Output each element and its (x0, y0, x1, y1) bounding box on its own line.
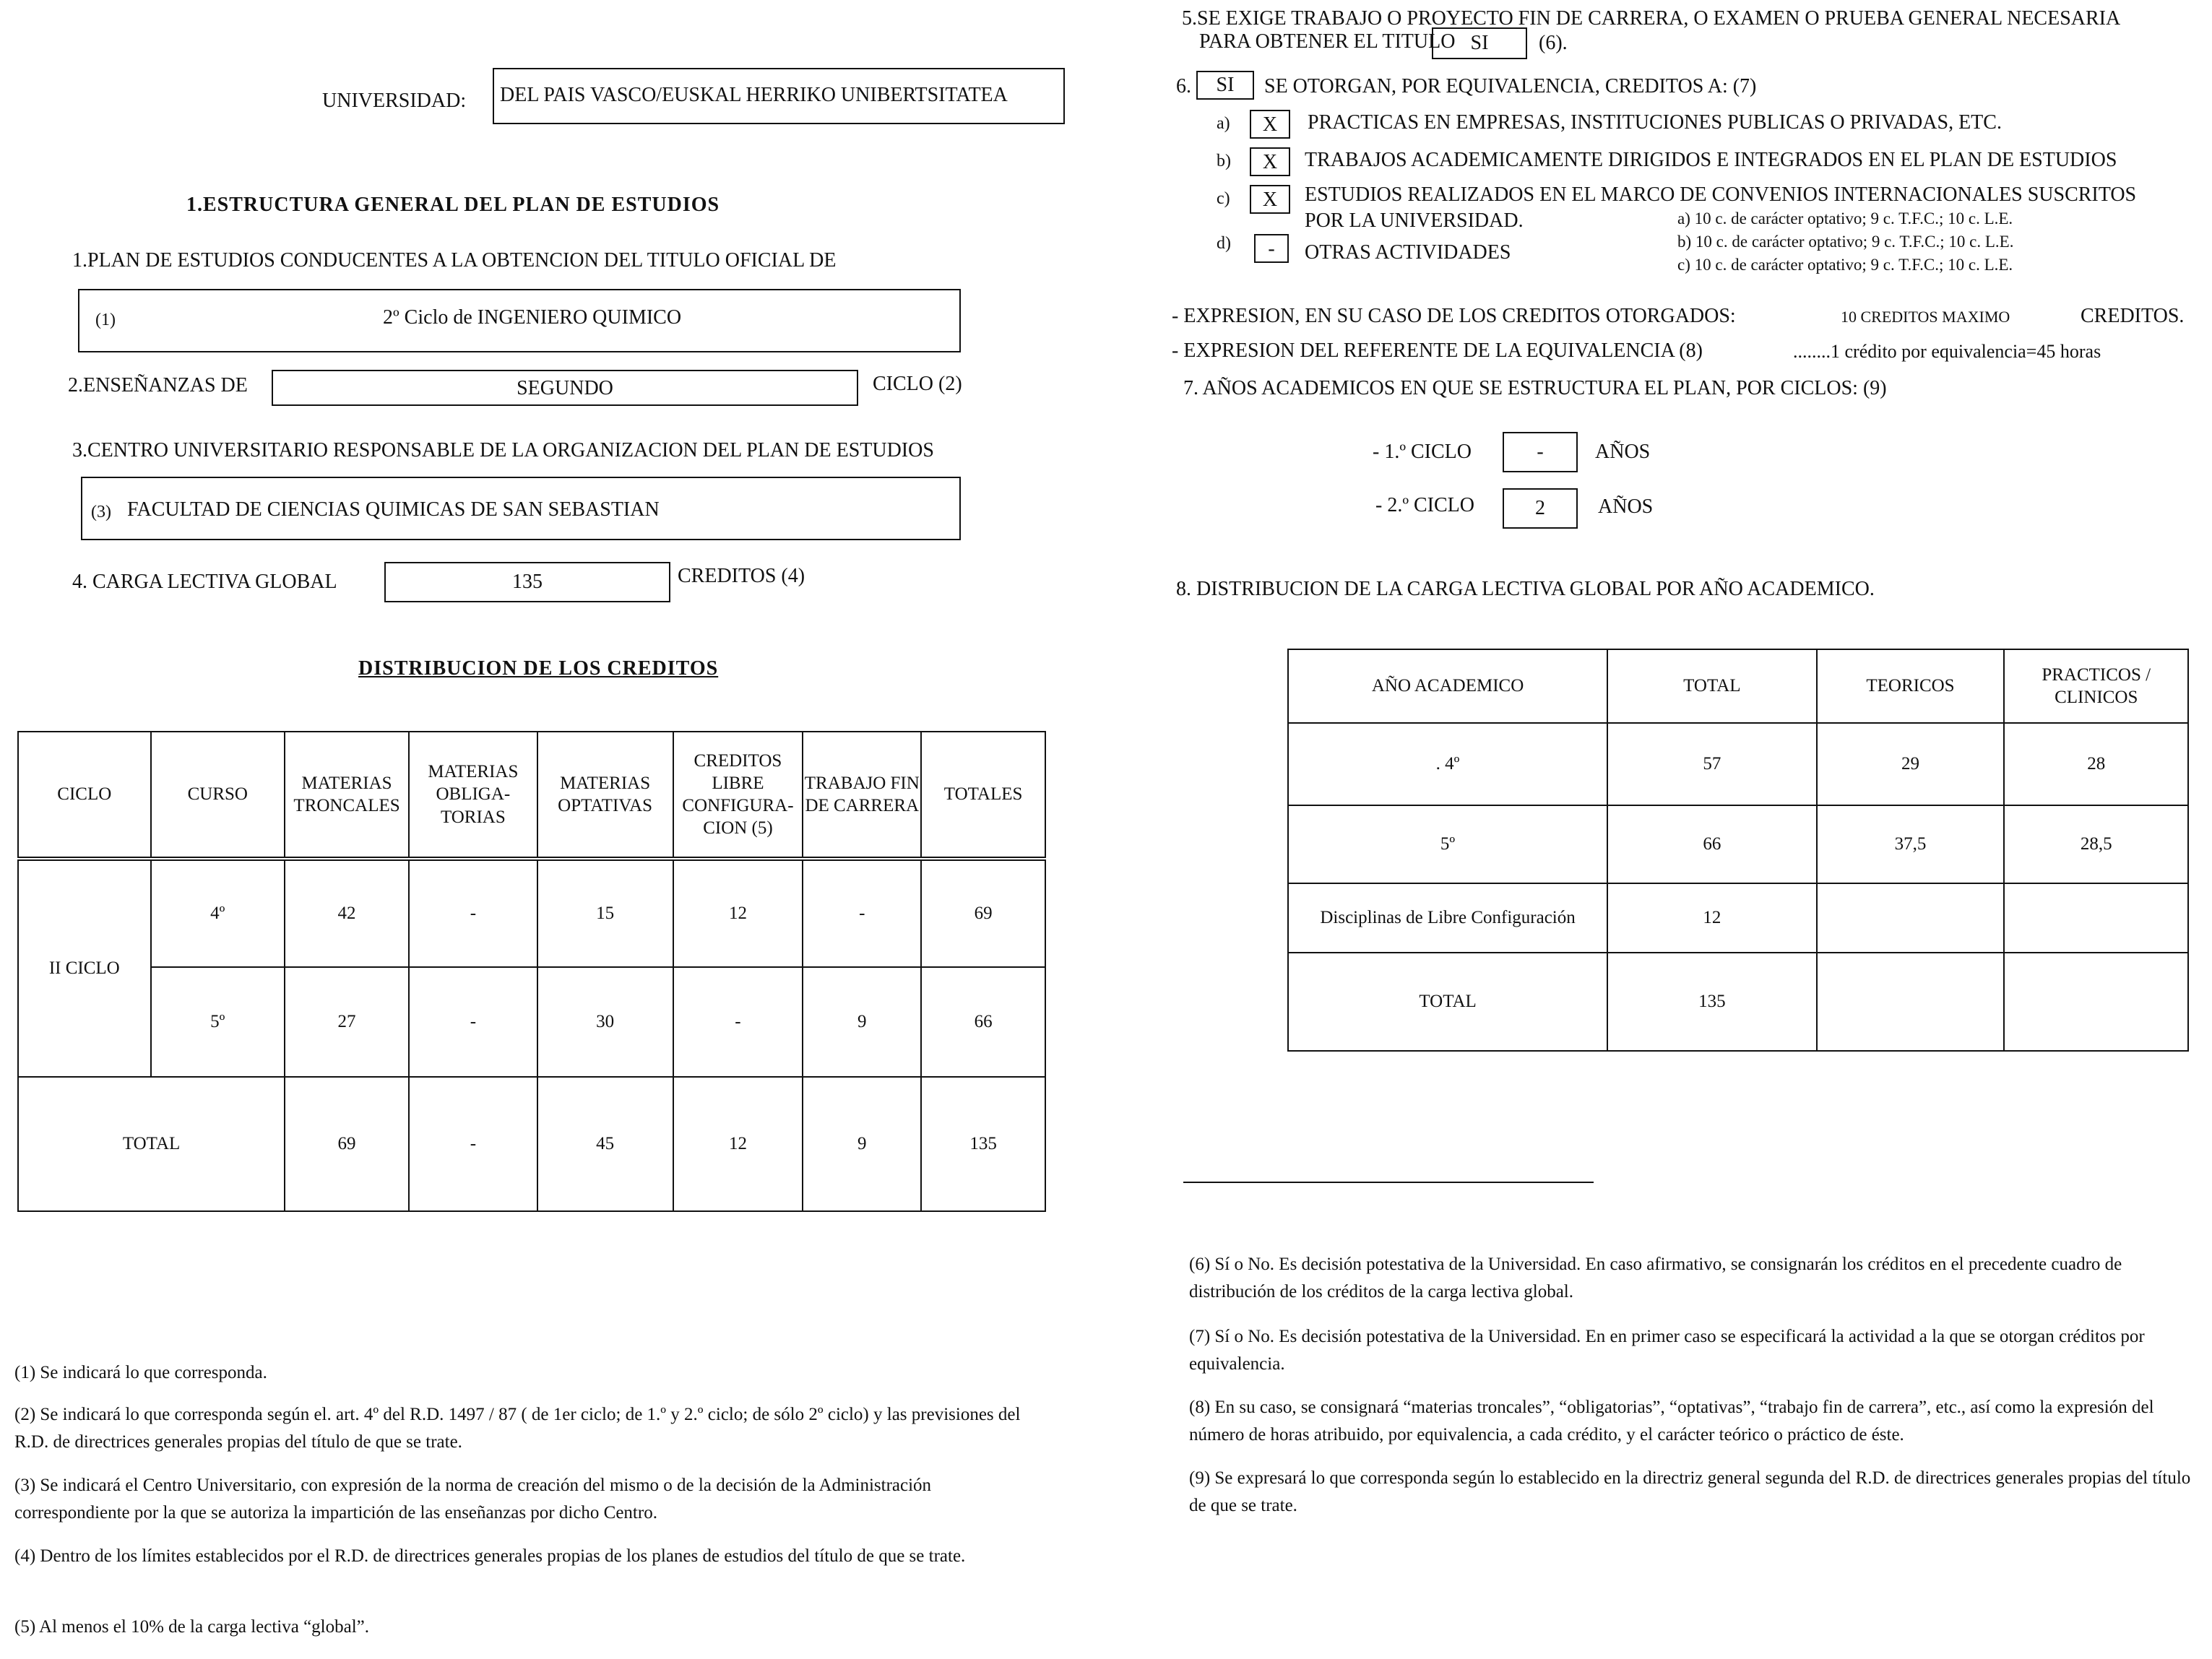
credits-table (17, 731, 1046, 1212)
item5-ref: (6). (1539, 32, 1568, 54)
item1-value: 2º Ciclo de INGENIERO QUIMICO (383, 306, 682, 329)
table-cell: 29 (1817, 723, 2005, 805)
option-a-mark: X (1262, 113, 1278, 136)
table-cell: 66 (1607, 805, 1816, 883)
universidad-value: DEL PAIS VASCO/EUSKAL HERRIKO UNIBERTSITATEA (500, 84, 1008, 106)
table-cell: 12 (1607, 883, 1816, 953)
table-cell (1817, 883, 2005, 953)
ciclo1-label: - 1.º CICLO (1373, 441, 1472, 463)
credits-header-row (18, 732, 1045, 859)
table-cell: 66 (921, 967, 1045, 1077)
item3-label: 3.CENTRO UNIVERSITARIO RESPONSABLE DE LA ORGANIZACION DEL PLAN DE ESTUDIOS (72, 439, 934, 462)
item5-value: SI (1470, 32, 1489, 54)
header-optativas: MATERIAS OPTATIVAS (537, 732, 673, 859)
header-ano: AÑO ACADEMICO (1288, 649, 1607, 723)
footnote-6: (6) Sí o No. Es decisión potestativa de la Universidad. En caso afirmativo, se consignarán los créditos en el precedente cuadro de distribución de los créditos de la carga lectiva global. (1189, 1255, 2122, 1301)
header-curso: CURSO (151, 732, 285, 859)
header-obligatorias: MATERIAS OBLIGA-TORIAS (409, 732, 537, 859)
table-cell: 12 (673, 1077, 803, 1211)
ciclo2-label: - 2.º CICLO (1375, 494, 1475, 516)
item8-label: 8. DISTRIBUCION DE LA CARGA LECTIVA GLOBAL POR AÑO ACADEMICO. (1176, 578, 1875, 600)
universidad-label: UNIVERSIDAD: (322, 90, 467, 112)
footnote-3: (3) Se indicará el Centro Universitario, con expresión de la norma de creación del mismo o de la decisión de la Administración correspondiente por la que se autoriza la impartición de las enseñanzas por dicho Centro. (14, 1476, 932, 1522)
ciclo1-anos: AÑOS (1595, 441, 1651, 463)
expr1-value: 10 CREDITOS MAXIMO (1841, 308, 2010, 326)
table-cell: 15 (537, 859, 673, 967)
option-c-mark: X (1262, 189, 1278, 211)
total-row (1288, 953, 2188, 1051)
option-d-mark: - (1268, 238, 1275, 260)
footnote-divider (1183, 1182, 1594, 1183)
ciclo1-field (1503, 432, 1578, 472)
header-troncales: MATERIAS TRONCALES (285, 732, 409, 859)
expr2-value: ........1 crédito por equivalencia=45 horas (1793, 341, 2101, 362)
table-row (1288, 723, 2188, 805)
item2-suffix: CICLO (2) (873, 373, 962, 395)
ciclo2-value: 2 (1535, 497, 1545, 519)
table-cell: 45 (537, 1077, 673, 1211)
expr1-label: - EXPRESION, EN SU CASO DE LOS CREDITOS OTORGADOS: (1172, 305, 1736, 327)
table-cell: - (409, 967, 537, 1077)
option-a-text: PRACTICAS EN EMPRESAS, INSTITUCIONES PUBLICAS O PRIVADAS, ETC. (1308, 111, 2002, 134)
option-d-checkbox[interactable] (1254, 234, 1289, 263)
footnote-9: (9) Se expresará lo que corresponda según lo establecido en la directriz general segunda del R.D. de directrices generales propias del título de que se trate. (1189, 1468, 2191, 1515)
item6-value: SI (1216, 74, 1235, 96)
ciclo1-value: - (1537, 441, 1544, 463)
table-cell: - (409, 1077, 537, 1211)
item3-field (81, 477, 961, 540)
table-row (1288, 805, 2188, 883)
table-row (18, 967, 1045, 1077)
total-label: TOTAL (18, 1077, 285, 1211)
header-libre: CREDITOS LIBRE CONFIGURA-CION (5) (673, 732, 803, 859)
item6-label: SE OTORGAN, POR EQUIVALENCIA, CREDITOS A: (7) (1264, 75, 1757, 98)
expr1-suffix: CREDITOS. (2081, 305, 2185, 327)
item2-field (272, 370, 858, 406)
footnote-7: (7) Sí o No. Es decisión potestativa de la Universidad. En en primer caso se especificará la actividad a la que se otorgan créditos por equivalencia. (1189, 1327, 2145, 1374)
item2-label: 2.ENSEÑANZAS DE (68, 374, 248, 397)
year-table (1287, 649, 2189, 1052)
item4-field (384, 562, 670, 602)
option-c-checkbox[interactable] (1250, 185, 1290, 214)
table-cell: . 4º (1288, 723, 1607, 805)
table-cell: 4º (151, 859, 285, 967)
table-cell: 30 (537, 967, 673, 1077)
table-cell (1817, 953, 2005, 1051)
item6-prefix: 6. (1176, 75, 1191, 98)
table-cell: 9 (803, 967, 921, 1077)
footnote-5: (5) Al menos el 10% de la carga lectiva “global”. (14, 1617, 370, 1637)
table-cell: Disciplinas de Libre Configuración (1288, 883, 1607, 953)
table-cell: 69 (921, 859, 1045, 967)
table-cell: 37,5 (1817, 805, 2005, 883)
footnote-2: (2) Se indicará lo que corresponda según el. art. 4º del R.D. 1497 / 87 ( de 1er ciclo; de 1.º y 2.º ciclo; de sólo 2º ciclo) y las previsiones del R.D. de directrices generales propias del título de que se trate. (14, 1405, 1021, 1452)
header-teoricos: TEORICOS (1817, 649, 2005, 723)
table-cell: 5º (151, 967, 285, 1077)
footnote-1: (1) Se indicará lo que corresponda. (14, 1363, 267, 1382)
table-cell: - (803, 859, 921, 967)
item5-field (1432, 27, 1527, 59)
table-cell: TOTAL (1288, 953, 1607, 1051)
ciclo-cell: II CICLO (18, 859, 151, 1077)
option-a-checkbox[interactable] (1250, 110, 1290, 139)
header-totales: TOTALES (921, 732, 1045, 859)
header-practicos: PRACTICOS / CLINICOS (2004, 649, 2188, 723)
item6-field (1196, 71, 1254, 100)
item7-label: 7. AÑOS ACADEMICOS EN QUE SE ESTRUCTURA EL PLAN, POR CICLOS: (9) (1183, 377, 1887, 399)
item3-value: FACULTAD DE CIENCIAS QUIMICAS DE SAN SEBASTIAN (127, 498, 660, 521)
option-b-letter: b) (1217, 152, 1231, 170)
total-row (18, 1077, 1045, 1211)
table-cell: 12 (673, 859, 803, 967)
item3-ref: (3) (91, 503, 111, 521)
header-trabajo: TRABAJO FIN DE CARRERA (803, 732, 921, 859)
header-total: TOTAL (1607, 649, 1816, 723)
table-cell: 135 (921, 1077, 1045, 1211)
table-cell: 69 (285, 1077, 409, 1211)
year-header-row (1288, 649, 2188, 723)
option-note-b: b) 10 c. de carácter optativo; 9 c. T.F.C.; 10 c. L.E. (1677, 233, 2014, 251)
table-cell: 9 (803, 1077, 921, 1211)
item1-field (78, 289, 961, 352)
table-cell (2004, 883, 2188, 953)
item2-value: SEGUNDO (517, 377, 613, 399)
option-c-text: ESTUDIOS REALIZADOS EN EL MARCO DE CONVENIOS INTERNACIONALES SUSCRITOS (1305, 183, 2137, 206)
option-d-text: OTRAS ACTIVIDADES (1305, 241, 1511, 264)
header-ciclo: CICLO (18, 732, 151, 859)
table-cell: 28,5 (2004, 805, 2188, 883)
item4-suffix: CREDITOS (4) (678, 565, 805, 587)
footnote-4: (4) Dentro de los límites establecidos por el R.D. de directrices generales propias de los planes de estudios del título de que se trate. (14, 1546, 966, 1566)
expr2-label: - EXPRESION DEL REFERENTE DE LA EQUIVALENCIA (8) (1172, 339, 1703, 362)
table-cell: - (409, 859, 537, 967)
table-cell: 27 (285, 967, 409, 1077)
option-b-text: TRABAJOS ACADEMICAMENTE DIRIGIDOS E INTEGRADOS EN EL PLAN DE ESTUDIOS (1305, 149, 2117, 171)
table-cell: - (673, 967, 803, 1077)
item1-ref: (1) (95, 311, 116, 329)
ciclo2-anos: AÑOS (1598, 495, 1654, 518)
item1-label: 1.PLAN DE ESTUDIOS CONDUCENTES A LA OBTENCION DEL TITULO OFICIAL DE (72, 249, 837, 272)
table-row (1288, 883, 2188, 953)
table-cell: 28 (2004, 723, 2188, 805)
item5-line1: 5.SE EXIGE TRABAJO O PROYECTO FIN DE CARRERA, O EXAMEN O PRUEBA GENERAL NECESARIA (1182, 7, 2121, 30)
option-b-mark: X (1262, 151, 1278, 173)
table-cell: 5º (1288, 805, 1607, 883)
item4-label: 4. CARGA LECTIVA GLOBAL (72, 571, 337, 593)
ciclo2-field (1503, 488, 1578, 529)
item4-value: 135 (512, 571, 543, 593)
option-a-letter: a) (1217, 114, 1230, 133)
option-note-c: c) 10 c. de carácter optativo; 9 c. T.F.C.; 10 c. L.E. (1677, 256, 2013, 274)
item5-line2: PARA OBTENER EL TITULO (1199, 30, 1456, 53)
table-cell (2004, 953, 2188, 1051)
table-cell: 42 (285, 859, 409, 967)
option-b-checkbox[interactable] (1250, 147, 1290, 176)
option-c-text2: POR LA UNIVERSIDAD. (1305, 209, 1524, 232)
option-c-letter: c) (1217, 189, 1230, 208)
section1-title: 1.ESTRUCTURA GENERAL DEL PLAN DE ESTUDIOS (186, 194, 720, 216)
table-cell: 135 (1607, 953, 1816, 1051)
table-cell: 57 (1607, 723, 1816, 805)
footnote-8: (8) En su caso, se consignará “materias troncales”, “obligatorias”, “optativas”, “trabajo fin de carrera”, etc., así como la expresión del número de horas atribuido, por equivalencia, a cada crédito, y el carácter teórico o práctico de éste. (1189, 1398, 2154, 1444)
table-row (18, 859, 1045, 967)
option-d-letter: d) (1217, 234, 1231, 253)
universidad-field (493, 68, 1065, 124)
option-note-a: a) 10 c. de carácter optativo; 9 c. T.F.C.; 10 c. L.E. (1677, 209, 2013, 228)
dist-title: DISTRIBUCION DE LOS CREDITOS (358, 657, 719, 680)
